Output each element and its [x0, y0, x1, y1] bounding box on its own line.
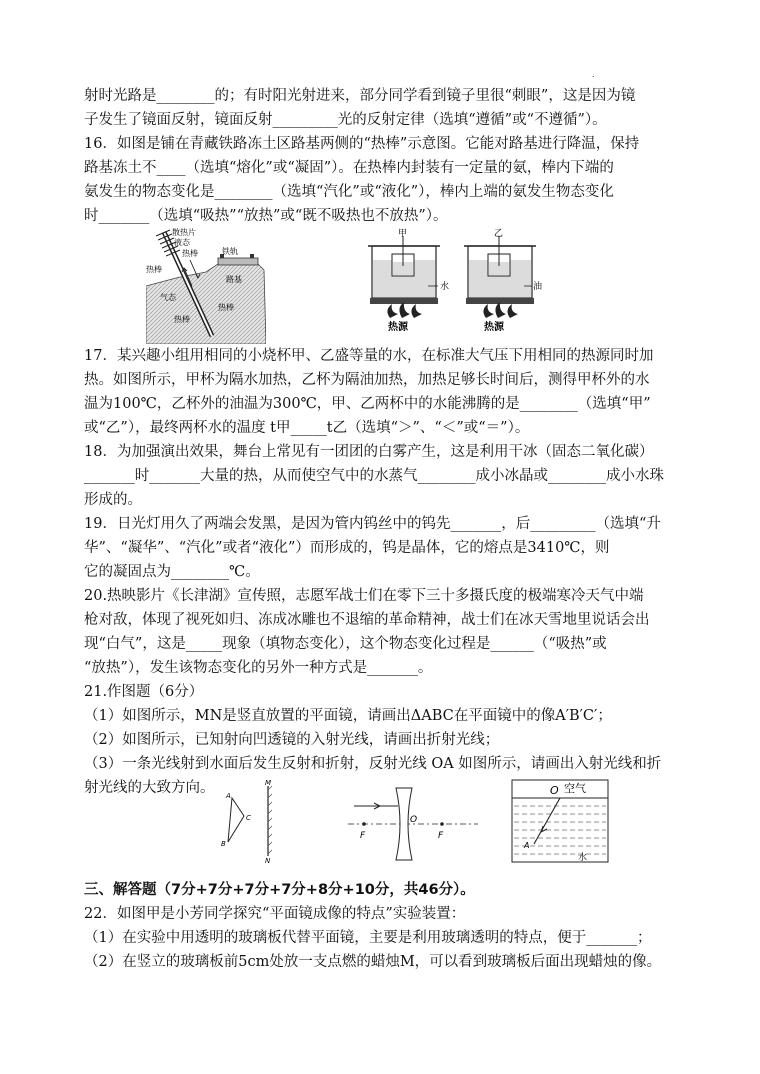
text-line: “放热”），发生该物态变化的另外一种方式是_______。: [84, 660, 433, 676]
label-focus-left: F: [360, 831, 366, 841]
label-water: 水: [578, 853, 588, 863]
label-heatpipe: 热棒: [218, 303, 234, 312]
text-line: （1）如图所示，MN是竖直放置的平面镜，请画出ΔABC在平面镜中的像A′B′C′；: [84, 708, 612, 724]
label-B: B: [221, 840, 226, 848]
beaker-yi: [464, 228, 542, 333]
text-line: （1）在实验中用透明的玻璃板代替平面镜，主要是利用玻璃透明的特点，便于_______；: [84, 930, 652, 946]
question-16: 16．如图是铺在青藏铁路冻土区路基两侧的“热棒”示意图。它能对路基进行降温，保持: [84, 136, 640, 152]
text-line: （2）在竖立的玻璃板前5cm处放一支点燃的蜡烛M，可以看到玻璃板后面出现蜡烛的像。: [84, 954, 662, 970]
beaker-jia: [368, 228, 449, 333]
text-line: 子发生了镜面反射，镜面反射_________光的反射定律（选填“遵循”或“不遵循”）。: [84, 112, 607, 128]
text-line: 热。如图所示，甲杯为隔水加热，乙杯为隔油加热，加热足够长时间后，测得甲杯外的水: [84, 372, 650, 388]
text-line: 枪对敌，体现了视死如归、冻成冰雕也不退缩的革命精神，战士们在冰天雪地里说话会出: [84, 612, 650, 628]
page-mark: .: [592, 70, 595, 79]
text-line: 射光线的大致方向。: [84, 780, 215, 796]
text-line: 射时光路是________的；有时阳光射进来，部分同学看到镜子里很“刺眼”，这是因为镜: [84, 88, 636, 104]
text-line: 温为100℃，乙杯外的油温为300℃，甲、乙两杯中的水能沸腾的是________（选填“甲”: [84, 396, 651, 412]
text-line: 路基冻土不____（选填“熔化”或“凝固”）。在热棒内封装有一定量的氨，棒内下端的: [84, 160, 614, 176]
question-20: 20.热映影片《长津湖》宣传照，志愿军战士们在零下三十多摄氏度的极端寒冷天气中端: [84, 588, 644, 604]
text-line: 氨发生的物态变化是________（选填“汽化”或“液化”），棒内上端的氨发生物态变化: [84, 184, 614, 200]
text-line: 时_______（选填“吸热”“放热”或“既不吸热也不放热”）。: [84, 208, 448, 224]
question-22: 22．如图甲是小芳同学探究“平面镜成像的特点”实验装置：: [84, 906, 466, 922]
text-line: （3）一条光线射到水面后发生反射和折射，反射光线 OA 如图所示，请画出入射光线和折: [84, 756, 662, 772]
label-heatpipe: 热棒: [182, 249, 198, 258]
label-N: N: [265, 857, 271, 864]
label-O: O: [550, 784, 559, 797]
label-roadbed: 路基: [226, 275, 242, 284]
text-line: 华”、“凝华”、“汽化”或者“液化”）而形成的，钨是晶体，它的熔点是3410℃，则: [84, 540, 610, 556]
concave-lens-figure: [346, 784, 480, 862]
label-air: 空气: [564, 782, 586, 795]
question-21: 21.作图题（6分）: [84, 684, 204, 700]
label-M: M: [265, 779, 272, 787]
heat-pipe-figure: [146, 226, 266, 344]
water-reflection-figure: [510, 776, 610, 864]
section-heading: 三、解答题（7分+7分+7分+7分+8分+10分，共46分）。: [84, 882, 475, 898]
label-heat-source: 热源: [388, 322, 408, 333]
label-focus-right: F: [438, 831, 444, 841]
label-optical-center: O: [410, 815, 418, 825]
label-liquid: 液态: [174, 238, 190, 247]
label-oil: 油: [533, 282, 543, 292]
question-18: 18．为加强演出效果，舞台上常见有一团团的白雾产生，这是利用干冰（固态二氧化碳）: [84, 444, 654, 460]
label-A: A: [524, 841, 530, 850]
text-line: 形成的。: [84, 492, 142, 508]
beakers-figure: [368, 226, 548, 342]
label-A: A: [226, 792, 231, 800]
label-yi: 乙: [494, 229, 504, 239]
text-line: 现“白气”，这是_____现象（填物态变化），这个物态变化过程是______（“吸热”或: [84, 636, 607, 652]
text-line: 它的凝固点为________℃。: [84, 564, 260, 580]
question-17: 17．某兴趣小组用相同的小烧杯甲、乙盛等量的水，在标准大气压下用相同的热源同时加: [84, 348, 654, 364]
label-rail: 铁轨: [222, 247, 238, 256]
label-heatpipe: 热棒: [174, 315, 190, 324]
plane-mirror-figure: [218, 776, 288, 864]
question-19: 19．日光灯用久了两端会发黑，是因为管内钨丝中的钨先_______，后_________（选填“升: [84, 516, 661, 532]
label-jia: 甲: [398, 229, 408, 239]
label-gas: 气态: [160, 293, 176, 302]
text-line: _______时_______大量的热，从而使空气中的水蒸气________成小冰晶或________成小水珠: [84, 468, 664, 484]
label-water: 水: [440, 282, 450, 292]
label-C: C: [246, 814, 251, 822]
label-heatpipe: 热棒: [146, 265, 162, 274]
label-heat-source: 热源: [484, 322, 504, 333]
label-fins: 散热片: [172, 228, 196, 237]
text-line: 或“乙”），最终两杯水的温度 t甲_____t乙（选填“＞”、“＜”或“＝”）。: [84, 420, 530, 436]
text-line: （2）如图所示，已知射向凹透镜的入射光线，请画出折射光线；: [84, 732, 500, 748]
